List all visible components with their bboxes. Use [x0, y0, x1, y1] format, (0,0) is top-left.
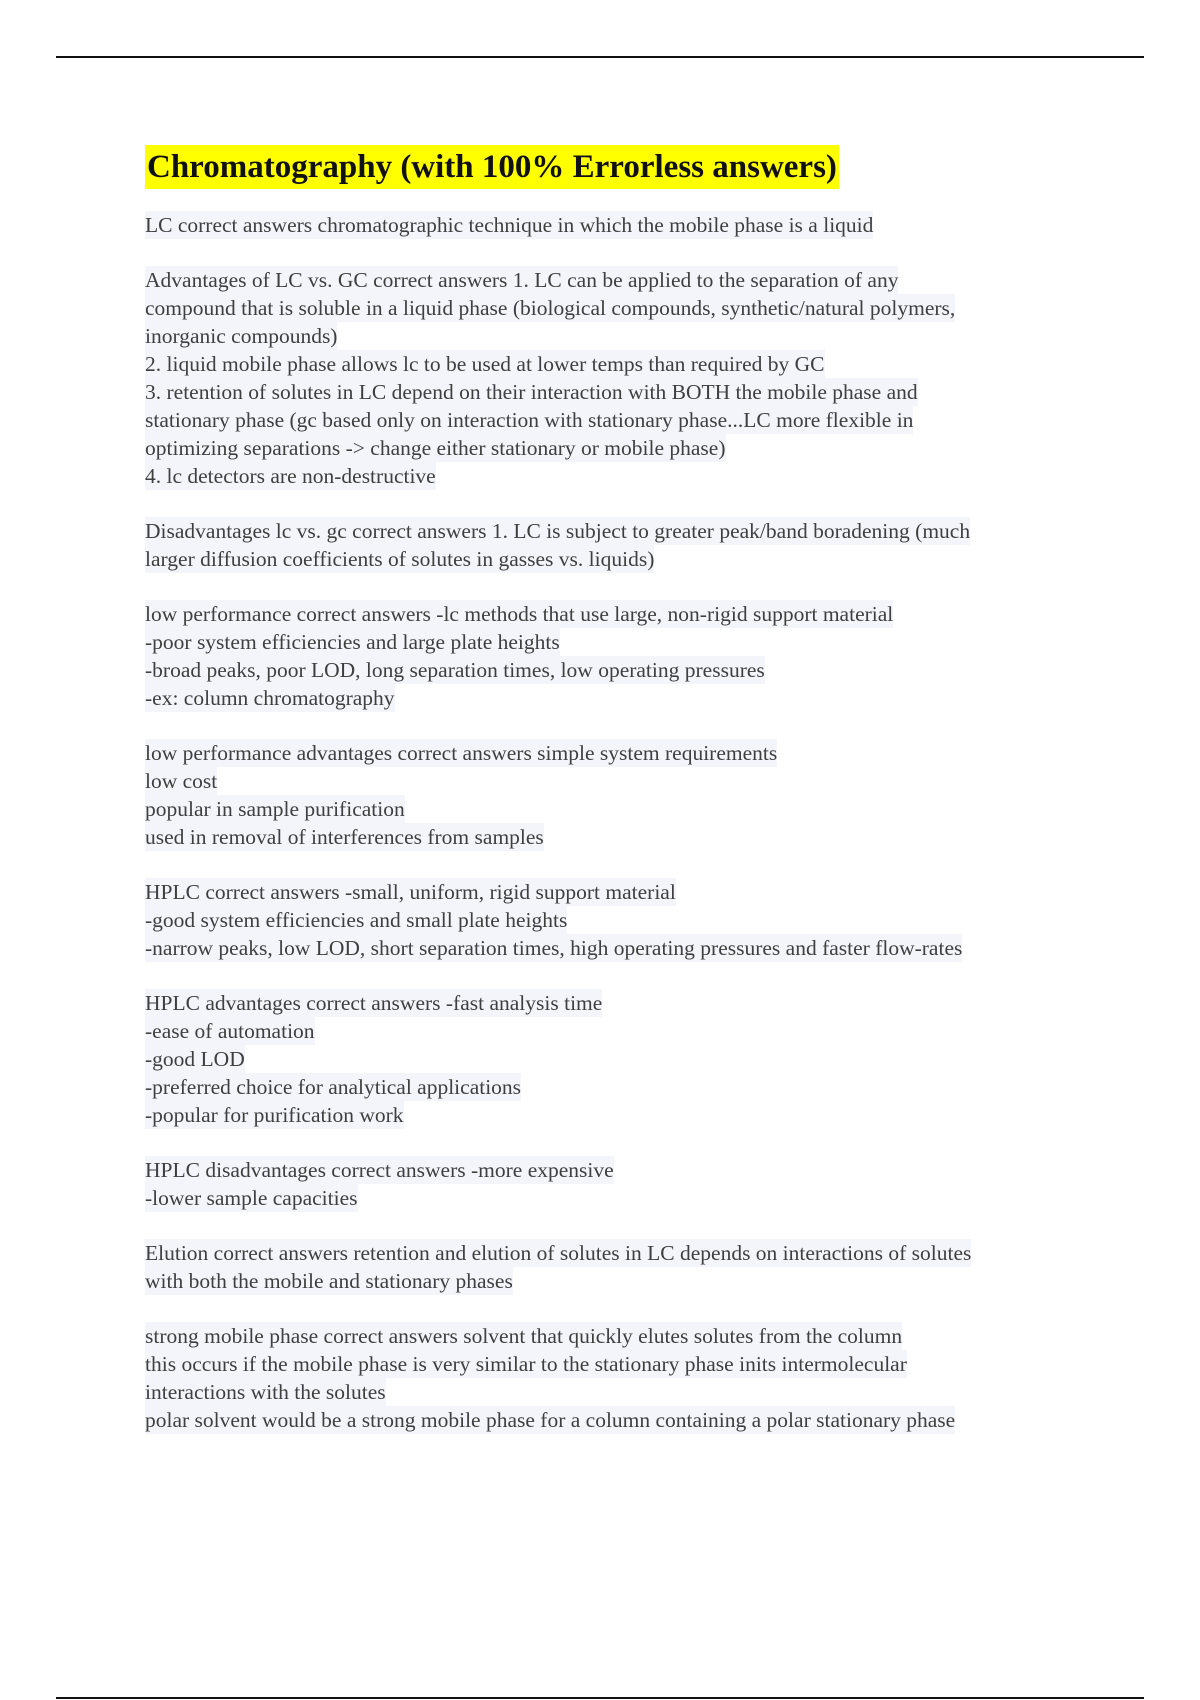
- bottom-rule: [56, 1697, 1144, 1699]
- entry-hplc-disadvantages: [145, 1156, 1080, 1212]
- entry-line: -preferred choice for analytical applications: [145, 1075, 522, 1099]
- entry-lc: [145, 211, 1080, 239]
- entry-hplc: [145, 878, 1080, 962]
- entry-line: HPLC disadvantages correct answers -more expensive: [145, 1158, 614, 1182]
- entry-elution: [145, 1239, 1080, 1295]
- entry-line: low performance advantages correct answers simple system requirements: [145, 741, 778, 765]
- entry-line: Elution correct answers retention and elution of solutes in LC depends on interactions of solutes: [145, 1241, 972, 1265]
- entry-line: -poor system efficiencies and large plate heights: [145, 630, 560, 654]
- entry-line: 3. retention of solutes in LC depend on their interaction with BOTH the mobile phase and: [145, 380, 918, 404]
- entry-line: strong mobile phase correct answers solvent that quickly elutes solutes from the column: [145, 1324, 903, 1348]
- entry-line: polar solvent would be a strong mobile phase for a column containing a polar stationary phase: [145, 1408, 956, 1432]
- entry-line: -ease of automation: [145, 1019, 315, 1043]
- entry-line: with both the mobile and stationary phases: [145, 1269, 513, 1293]
- entry-list: [145, 211, 1080, 1434]
- entry-hplc-advantages: [145, 989, 1080, 1129]
- entry-line: LC correct answers chromatographic technique in which the mobile phase is a liquid: [145, 213, 874, 237]
- entry-low-performance: [145, 600, 1080, 712]
- entry-disadvantages-lc-vs-gc: [145, 517, 1080, 573]
- entry-line: low cost: [145, 769, 218, 793]
- entry-line: -ex: column chromatography: [145, 686, 395, 710]
- entry-line: stationary phase (gc based only on interaction with stationary phase...LC more flexible in: [145, 408, 914, 432]
- entry-advantages-lc-vs-gc: [145, 266, 1080, 490]
- entry-line: -good system efficiencies and small plate heights: [145, 908, 568, 932]
- entry-line: HPLC advantages correct answers -fast analysis time: [145, 991, 603, 1015]
- entry-line: Disadvantages lc vs. gc correct answers 1. LC is subject to greater peak/band boradening (much: [145, 519, 971, 543]
- document-title: Chromatography (with 100% Errorless answers): [145, 145, 839, 189]
- top-rule: [56, 56, 1144, 58]
- entry-line: Advantages of LC vs. GC correct answers 1. LC can be applied to the separation of any: [145, 268, 899, 292]
- entry-line: HPLC correct answers -small, uniform, rigid support material: [145, 880, 676, 904]
- entry-line: compound that is soluble in a liquid phase (biological compounds, synthetic/natural polymers,: [145, 296, 956, 320]
- entry-strong-mobile-phase: [145, 1322, 1080, 1434]
- entry-line: larger diffusion coefficients of solutes in gasses vs. liquids): [145, 547, 655, 571]
- entry-line: -good LOD: [145, 1047, 245, 1071]
- entry-line: used in removal of interferences from samples: [145, 825, 544, 849]
- entry-line: inorganic compounds): [145, 324, 338, 348]
- entry-line: -lower sample capacities: [145, 1186, 358, 1210]
- entry-line: optimizing separations -> change either stationary or mobile phase): [145, 436, 726, 460]
- entry-low-performance-advantages: [145, 739, 1080, 851]
- entry-line: 4. lc detectors are non-destructive: [145, 464, 436, 488]
- entry-line: -broad peaks, poor LOD, long separation times, low operating pressures: [145, 658, 765, 682]
- entry-line: this occurs if the mobile phase is very similar to the stationary phase inits intermolecular: [145, 1352, 907, 1376]
- entry-line: -narrow peaks, low LOD, short separation times, high operating pressures and faster flow-rates: [145, 936, 963, 960]
- entry-line: 2. liquid mobile phase allows lc to be used at lower temps than required by GC: [145, 352, 825, 376]
- entry-line: popular in sample purification: [145, 797, 405, 821]
- entry-line: -popular for purification work: [145, 1103, 404, 1127]
- document-body: [145, 145, 1080, 1461]
- entry-line: low performance correct answers -lc methods that use large, non-rigid support material: [145, 602, 894, 626]
- entry-line: interactions with the solutes: [145, 1380, 386, 1404]
